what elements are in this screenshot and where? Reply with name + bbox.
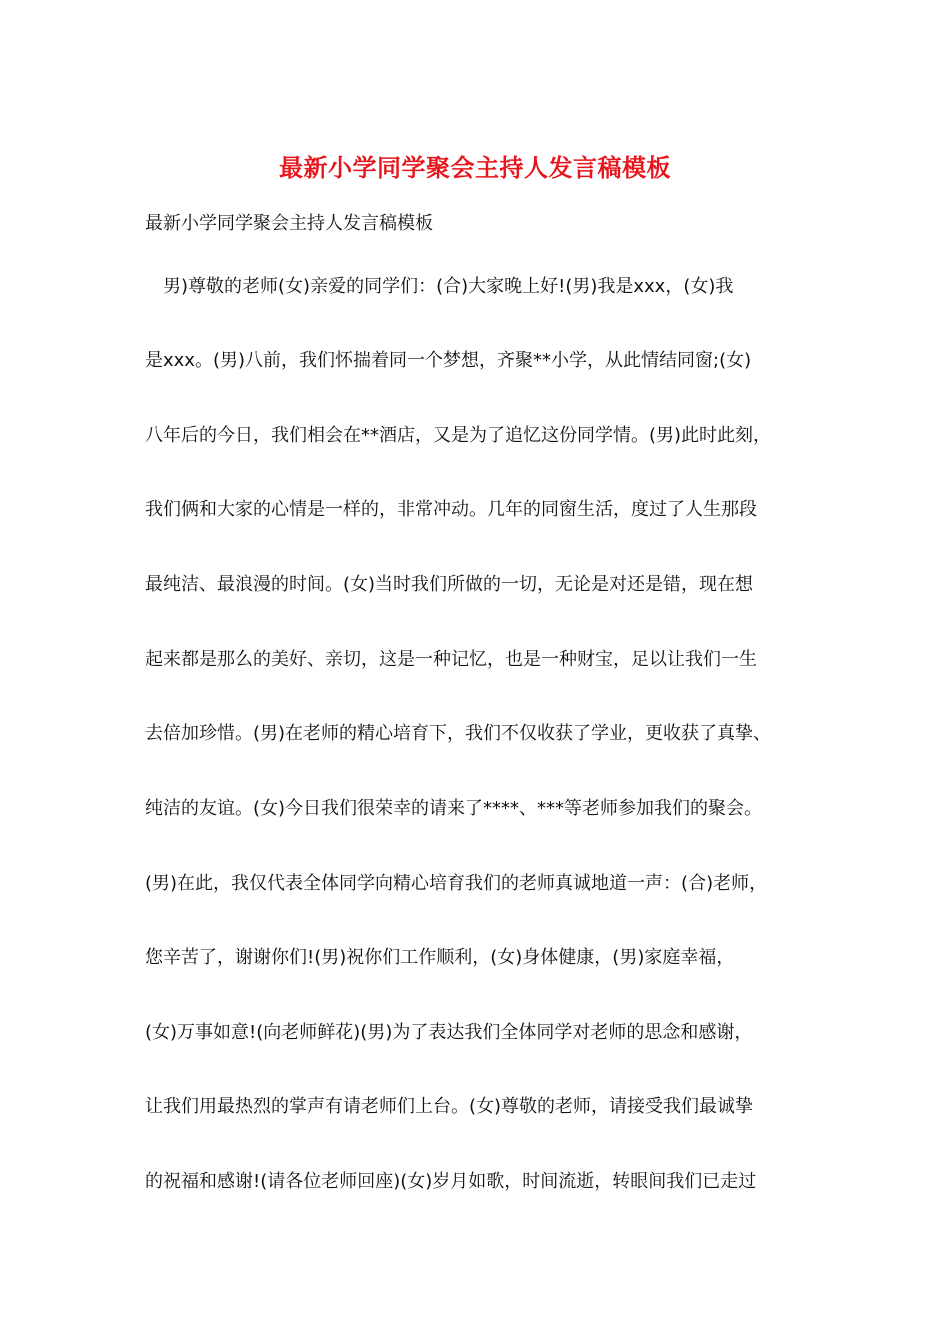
body-line: (男)在此，我仅代表全体同学向精心培育我们的老师真诚地道一声：(合)老师，: [145, 873, 768, 894]
body-line: 我们俩和大家的心情是一样的，非常冲动。几年的同窗生活，度过了人生那段: [145, 499, 757, 520]
body-line: 您辛苦了，谢谢你们!(男)祝你们工作顺利，(女)身体健康，(男)家庭幸福，: [145, 947, 735, 968]
body-line: (女)万事如意!(向老师鲜花)(男)为了表达我们全体同学对老师的思念和感谢，: [145, 1022, 753, 1043]
body-line: 最纯洁、最浪漫的时间。(女)当时我们所做的一切，无论是对还是错，现在想: [145, 574, 754, 595]
body-line: 八年后的今日，我们相会在**酒店，又是为了追忆这份同学情。(男)此时此刻，: [145, 425, 772, 446]
body-line: 起来都是那么的美好、亲切，这是一种记忆，也是一种财宝，足以让我们一生: [145, 649, 757, 670]
body-line: 的祝福和感谢!(请各位老师回座)(女)岁月如歌，时间流逝，转眼间我们已走过: [145, 1171, 757, 1192]
body-line: 男)尊敬的老师(女)亲爱的同学们：(合)大家晚上好!(男)我是xxx，(女)我: [145, 276, 734, 297]
document-subtitle: 最新小学同学聚会主持人发言稿模板: [145, 213, 433, 234]
document-title: 最新小学同学聚会主持人发言稿模板: [279, 154, 671, 182]
body-line: 纯洁的友谊。(女)今日我们很荣幸的请来了****、***等老师参加我们的聚会。: [145, 798, 763, 819]
body-line: 是xxx。(男)八前，我们怀揣着同一个梦想，齐聚**小学，从此情结同窗;(女): [145, 350, 752, 371]
body-line: 让我们用最热烈的掌声有请老师们上台。(女)尊敬的老师，请接受我们最诚挚: [145, 1096, 754, 1117]
body-line: 去倍加珍惜。(男)在老师的精心培育下，我们不仅收获了学业，更收获了真挚、: [145, 723, 772, 744]
